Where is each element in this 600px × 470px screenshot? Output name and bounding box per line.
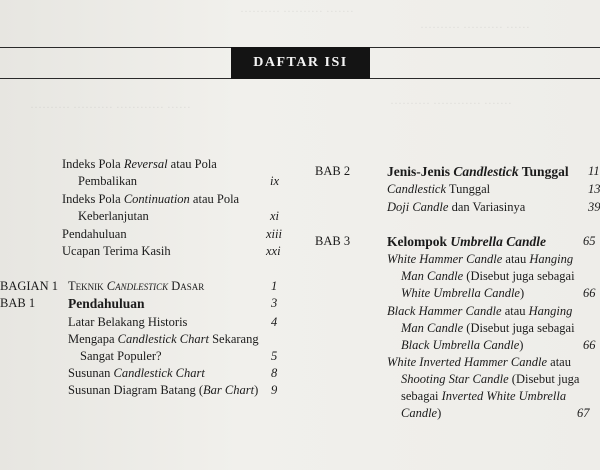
page-number: 66: [583, 338, 596, 352]
page-number: xi: [270, 209, 280, 223]
page-number: xxi: [266, 244, 281, 258]
bleed-through-text: ·········· ············ ·······: [390, 96, 512, 110]
chapter-title: Pendahuluan: [68, 296, 145, 311]
toc-entry-line: Candle): [401, 406, 442, 420]
page-number: ix: [270, 174, 280, 188]
toc-entry-line: White Inverted Hammer Candle atau: [387, 355, 571, 369]
toc-entry-line: Man Candle (Disebut juga sebagai: [401, 269, 575, 283]
page-number: 66: [583, 286, 596, 300]
toc-entry: Doji Candle dan Variasinya: [387, 200, 526, 214]
page-number: 8: [271, 366, 278, 380]
toc-entry: Candlestick Tunggal: [387, 182, 491, 196]
toc-entry-line: Man Candle (Disebut juga sebagai: [401, 321, 575, 335]
chapter-label: BAB 1: [0, 296, 36, 310]
chapter-label: BAB 2: [315, 164, 351, 178]
toc-entry-line: Keberlanjutan: [78, 209, 149, 223]
toc-entry-line: Shooting Star Candle (Disebut juga: [401, 372, 580, 386]
toc-entry-line: Black Hammer Candle atau Hanging: [387, 304, 573, 318]
page-number: 11: [588, 164, 600, 178]
page-number: 9: [271, 383, 278, 397]
toc-entry-line: Indeks Pola Continuation atau Pola: [62, 192, 240, 206]
page-number: 13: [588, 182, 600, 196]
page-number: 4: [271, 315, 278, 329]
toc-entry-line: sebagai Inverted White Umbrella: [401, 389, 567, 403]
toc-entry: Pendahuluan: [62, 227, 127, 241]
bleed-through-text: ·········· ·········· ······: [420, 20, 530, 34]
toc-entry-line: Sangat Populer?: [80, 349, 162, 363]
toc-entry: Latar Belakang Historis: [68, 315, 188, 329]
chapter-title: Jenis-Jenis Candlestick Tunggal: [387, 164, 569, 179]
toc-entry-line: Mengapa Candlestick Chart Sekarang: [68, 332, 259, 346]
toc-entry-line: Pembalikan: [78, 174, 138, 188]
page-number: 67: [577, 406, 590, 420]
toc-entry-line: White Hammer Candle atau Hanging: [387, 252, 574, 266]
toc-entry-line: Black Umbrella Candle): [401, 338, 524, 352]
page-number: 1: [271, 279, 278, 293]
page-number: 39: [588, 200, 600, 214]
toc-entry-line: Indeks Pola Reversal atau Pola: [62, 157, 217, 171]
page-number: 65: [583, 234, 596, 248]
page-number: 3: [271, 296, 278, 310]
part-label: BAGIAN 1: [0, 279, 58, 293]
bleed-through-text: ·········· ·········· ············ ······: [30, 100, 191, 114]
chapter-label: BAB 3: [315, 234, 351, 248]
toc-entry: Susunan Candlestick Chart: [68, 366, 205, 380]
part-title: Teknik Candlestick Dasar: [68, 279, 205, 293]
page-number: 5: [271, 349, 278, 363]
page-number: xiii: [266, 227, 282, 241]
bleed-through-text: ·········· ·········· ·······: [240, 4, 354, 18]
page-title: DAFTAR ISI: [231, 47, 370, 79]
chapter-title: Kelompok Umbrella Candle: [387, 234, 547, 249]
toc-entry-line: White Umbrella Candle): [401, 286, 525, 300]
toc-entry: Susunan Diagram Batang (Bar Chart): [68, 383, 259, 397]
toc-entry: Ucapan Terima Kasih: [62, 244, 171, 258]
